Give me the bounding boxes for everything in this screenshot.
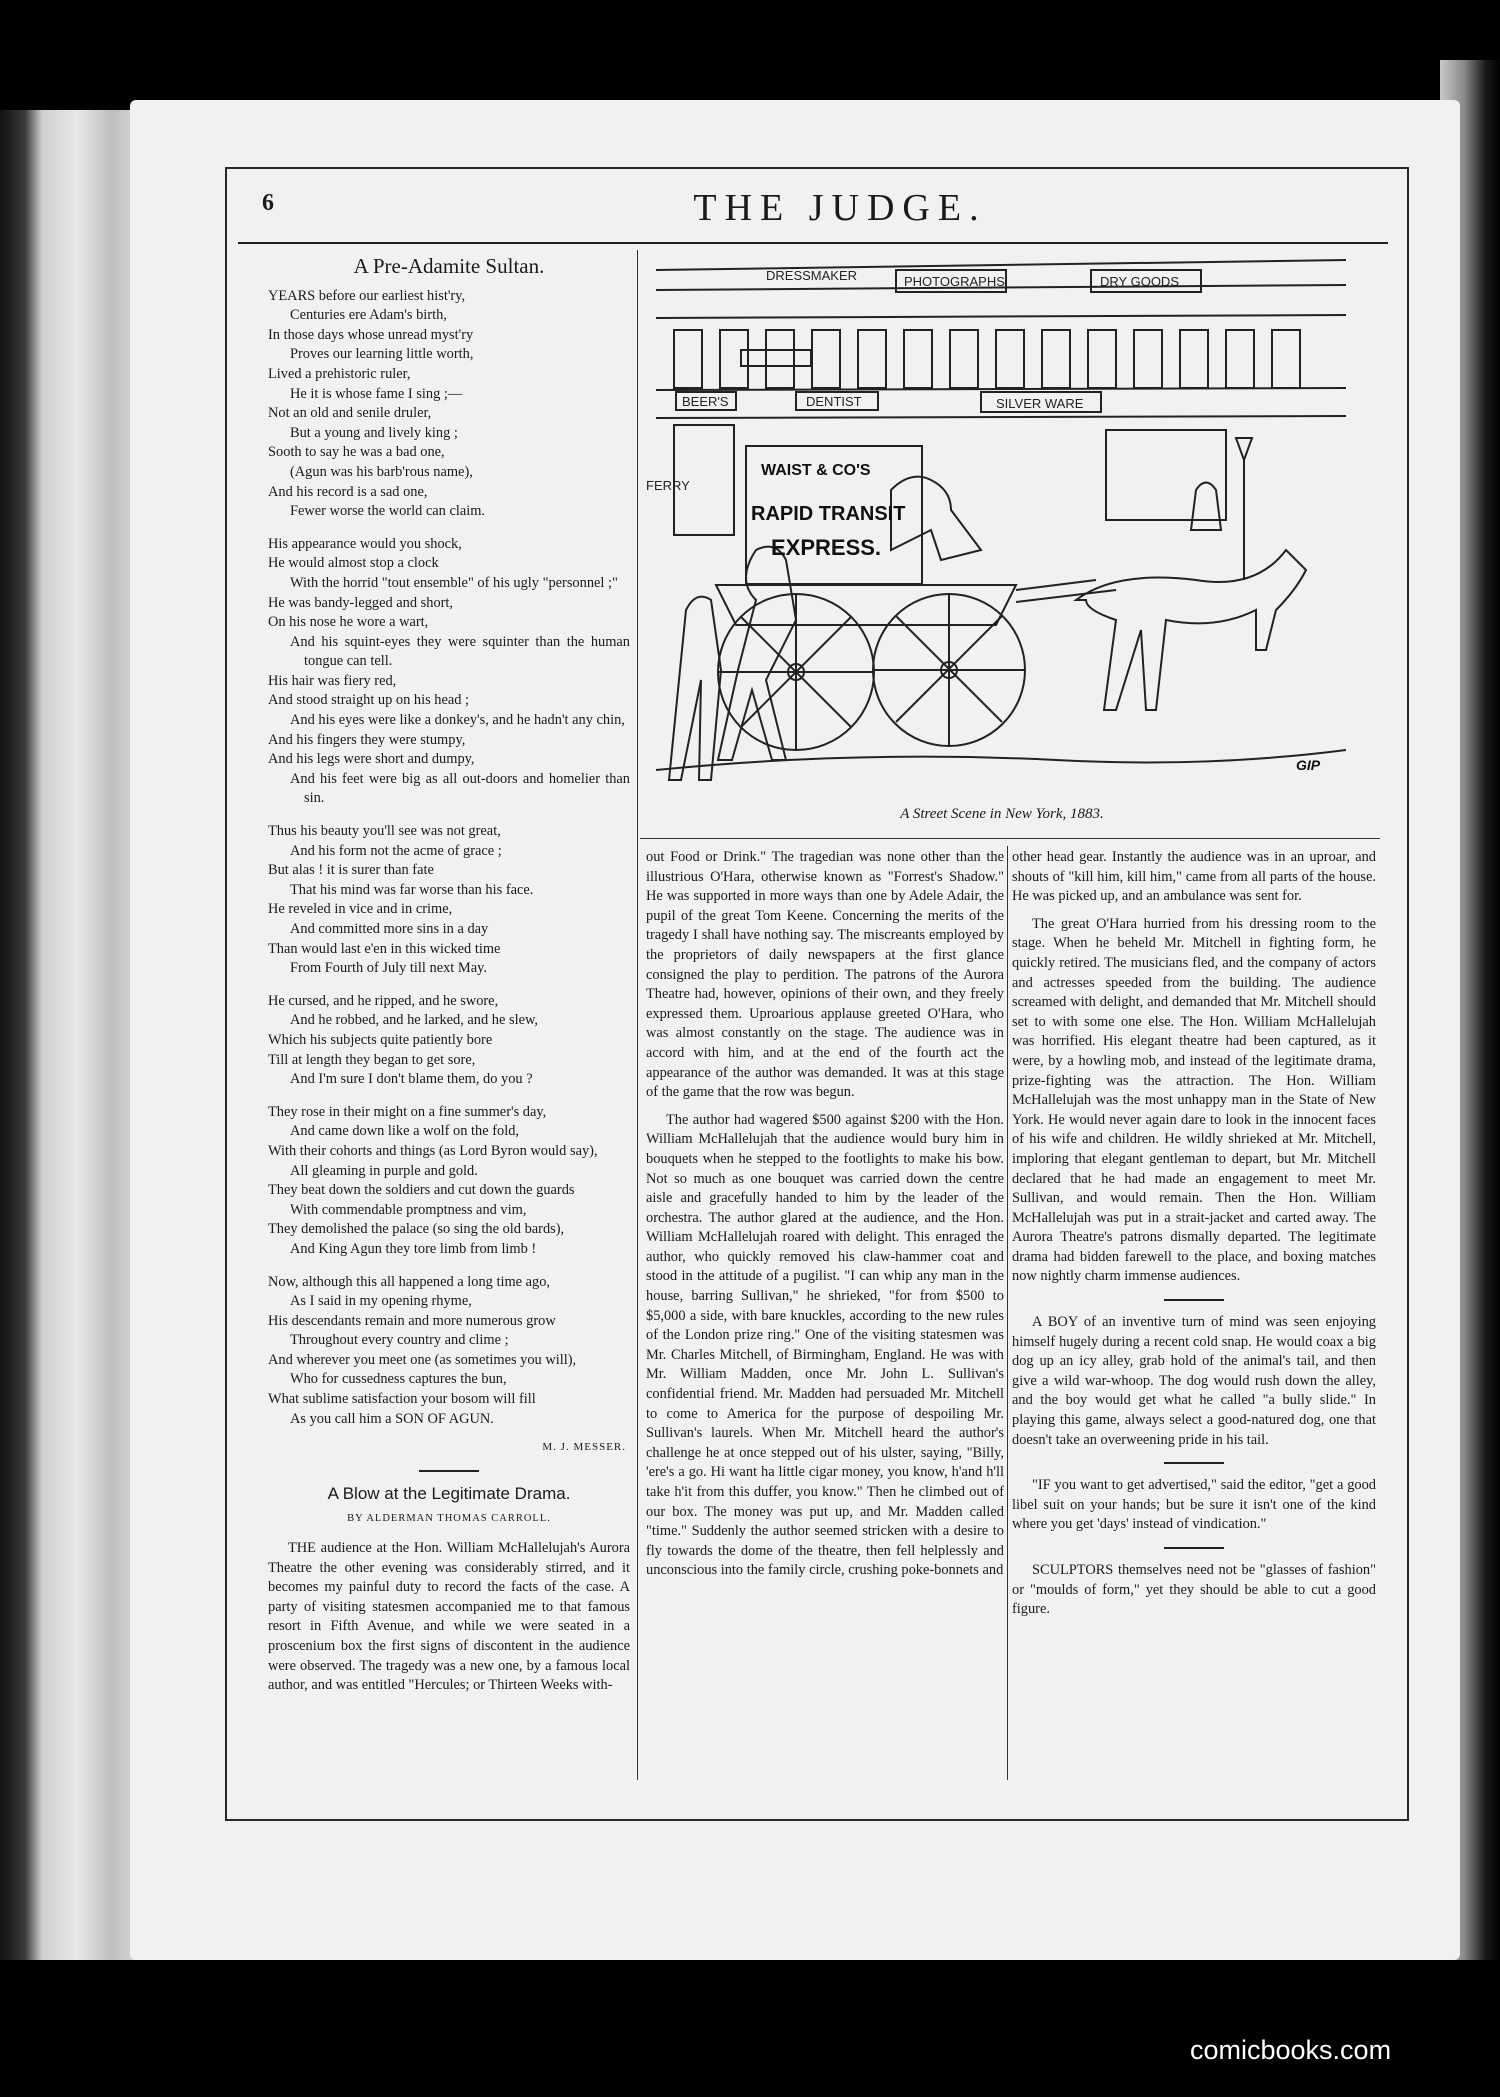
poem-line: They rose in their might on a fine summer's day, bbox=[268, 1103, 547, 1120]
filler-item: A BOY of an inventive turn of mind was seen enjoying himself hugely during a recent cold snap. He would coax a big dog up an icy alley, grab hold of the animal's tail, and then give a wild war-whoop. The dog would rush down the alley, and the boy would get what he called "a bully slide." In playing this game, always select a good-natured dog, one that doesn't take an overweening pride in his tail. bbox=[1012, 1314, 1376, 1448]
poem-line: And his eyes were like a donkey's, and he hadn't any chin, bbox=[290, 712, 625, 729]
sign-dentist: DENTIST bbox=[806, 394, 862, 409]
poem-line: As I said in my opening rhyme, bbox=[290, 1293, 472, 1310]
poem-line: With commendable promptness and vim, bbox=[290, 1201, 527, 1218]
poem-line: And his record is a sad one, bbox=[268, 483, 428, 500]
poem-line: But a young and lively king ; bbox=[290, 424, 458, 441]
article-paragraph: The author had wagered $500 against $200 with the Hon. William McHallelujah that the audience would bury him in bouquets when he stepped to the footlights to make his bow. Not so much as one bouquet was carried down the centre aisle and gracefully handed to him by the leader of the orchestra. The author glared at the audience, and the Hon. William McHallelujah roared with delight. This enraged the author, who quickly removed his claw-hammer coat and stood in the attitude of a pugilist. "I can whip any man in the house, barring Sullivan," he shrieked, "for from $500 to $5,000 a side, with bare knuckles, according to the new rules of the London prize ring." One of the visiting statesmen was Mr. Charles Mitchell, of Birmingham, England. He was with Mr. William Madden, once Mr. John L. Sullivan's confidential friend. Mr. Madden had persuaded Mr. Mitchell to come to America for the purpose of despoiling Mr. Sullivan's laurels. When Mr. Mitchell heard the author's challenge he at once stepped out of his ulster, saying, "Billy, 'ere's a go. Hi want ha little cigar money, you know, h'and h'll take h'it from this duffer, you know." Then he climbed out of our box. The money was put up, and Mr. Madden called "time." Suddenly the author seemed stricken with a desire to fly towards the dome of the theatre, then fell helplessly and unconscious into the family circle, crushing poke-bonnets and bbox=[646, 1111, 1004, 1579]
filler-item: "IF you want to get advertised," said the editor, "get a good libel suit on your hands; but be sure it isn't one of the kind where you get 'days' instead of vindication." bbox=[1012, 1477, 1376, 1533]
article-paragraph: The great O'Hara hurried from his dressing room to the stage. When he beheld Mr. Mitchell in fighting form, he quickly retired. The musicians fled, and the company of actors and actresses speeded from the building. The audience screamed with delight, and demanded that Mr. Mitchell should set to with some one else. The Hon. William McHallelujah was horrified. His elegant theatre had been captured, as it were, by a howling mob, and instead of the legitimate drama, prize-fighting was the attraction. The Hon. William McHallelujah was the most unhappy man in the State of New York. He would never again dare to look in the innocent faces of his wife and children. He wildly shrieked at Mr. Mitchell, imploring that elegant gentleman to depart, but Mr. Mitchell declared that he had made an engagement to meet Mr. Sullivan, and would remain. Then the Hon. William McHallelujah was put in a strait-jacket and carted away. The Aurora Theatre's patrons dismally departed. The legitimate drama had bidden farewell to the place, and boxing matches now nightly charm immense audiences. bbox=[1012, 915, 1376, 1285]
poem-line: That his mind was far worse than his face. bbox=[290, 881, 534, 898]
artist-mark: GIP bbox=[1296, 757, 1321, 773]
poem-stanza bbox=[268, 1103, 630, 1260]
poem-line: Throughout every country and clime ; bbox=[290, 1332, 509, 1349]
poem-line: He it is whose fame I sing ;— bbox=[290, 385, 463, 402]
poem-line: Thus his beauty you'll see was not great, bbox=[268, 823, 501, 840]
poem-line: What sublime satisfaction your bosom will fill bbox=[268, 1391, 536, 1408]
article-paragraph: out Food or Drink." The tragedian was none other than the illustrious O'Hara, otherwise known as "Forrest's Shadow." He was supported in more ways than one by Adele Adair, the pupil of the great Tom Keene. Concerning the merits of the tragedy I shall have nothing say. The miscreants employed by the proprietors of daily newspapers at the first glance consigned the play to perdition. The patrons of the Aurora Theatre had, however, opinions of their own, and they freely expressed them. Uproarious applause greeted O'Hara, who was almost constantly on the stage. The audience was in accord with him, and at the end of the fourth act the appearance of the author was demanded. It was at this stage of the game that the row was begun. bbox=[646, 849, 1004, 1101]
article-intro: THE audience at the Hon. William McHallelujah's Aurora Theatre the other evening was considerably stirred, and it becomes my painful duty to record the facts of the case. A party of visiting statesmen accompanied me to that famous resort in Fifth Avenue, and while we were seated in a proscenium box the first signs of discontent in the audience were observed. The tragedy was a new one, by a famous local author, and was entitled "Hercules; or Thirteen Weeks with- bbox=[268, 1540, 630, 1694]
poem-line: His descendants remain and more numerous grow bbox=[268, 1312, 556, 1329]
poem-line: Who for cussedness captures the bun, bbox=[290, 1371, 507, 1388]
column-divider-1 bbox=[637, 250, 638, 1780]
page-number: 6 bbox=[262, 190, 274, 216]
poem-line: (Agun was his barb'rous name), bbox=[290, 463, 473, 480]
poem-line: As you call him a SON OF AGUN. bbox=[290, 1410, 494, 1427]
column-right bbox=[1012, 848, 1376, 1628]
poem-line: And stood straight up on his head ; bbox=[268, 692, 470, 709]
poem-line: Than would last e'en in this wicked time bbox=[268, 940, 501, 957]
poem-line: And I'm sure I don't blame them, do you ? bbox=[290, 1071, 533, 1088]
poem-line: His appearance would you shock, bbox=[268, 535, 462, 552]
wagon-line-2: RAPID TRANSIT bbox=[751, 503, 906, 525]
section-separator bbox=[419, 1470, 479, 1472]
poem-line: Not an old and senile druler, bbox=[268, 405, 432, 422]
article-title: A Blow at the Legitimate Drama. bbox=[327, 1483, 571, 1503]
poem-line: He was bandy-legged and short, bbox=[268, 594, 454, 611]
poem-line: Which his subjects quite patiently bore bbox=[268, 1031, 493, 1048]
poem-stanza bbox=[268, 535, 630, 809]
poem-line: And wherever you meet one (as sometimes you will), bbox=[268, 1351, 577, 1368]
street-scene-illustration bbox=[646, 250, 1358, 803]
column-middle bbox=[646, 848, 1004, 1589]
poem-line: And his squint-eyes they were squinter than the human tongue can tell. bbox=[290, 633, 630, 670]
poem-body bbox=[268, 287, 630, 1430]
poem-line: Now, although this all happened a long time ago, bbox=[268, 1273, 551, 1290]
illustration-caption: A Street Scene in New York, 1883. bbox=[900, 806, 1104, 822]
sign-dressmaker: DRESSMAKER bbox=[766, 268, 858, 283]
wagon-line-1: WAIST & CO'S bbox=[761, 462, 871, 479]
poem-line: On his nose he wore a wart, bbox=[268, 614, 429, 631]
poem-stanza bbox=[268, 1273, 630, 1430]
poem-signature: M. J. MESSER. bbox=[542, 1441, 626, 1454]
column-left bbox=[268, 255, 630, 1704]
poem-line: Sooth to say he was a bad one, bbox=[268, 444, 445, 461]
poem-line: Lived a prehistoric ruler, bbox=[268, 365, 411, 382]
sign-photographs: PHOTOGRAPHS bbox=[904, 274, 1005, 289]
poem-line: Proves our learning little worth, bbox=[290, 346, 474, 363]
poem-line: And his legs were short and dumpy, bbox=[268, 751, 475, 768]
illustration-rule bbox=[640, 838, 1380, 839]
poem-title: A Pre-Adamite Sultan. bbox=[353, 254, 545, 278]
book-binding bbox=[0, 110, 140, 1960]
poem-line: From Fourth of July till next May. bbox=[290, 960, 487, 977]
section-separator bbox=[1164, 1462, 1224, 1464]
sign-silver-ware: SILVER WARE bbox=[996, 396, 1084, 411]
masthead-rule bbox=[238, 242, 1388, 244]
poem-line: They beat down the soldiers and cut down the guards bbox=[268, 1182, 575, 1199]
poem-line: YEARS before our earliest hist'ry, bbox=[268, 287, 466, 304]
poem-line: He reveled in vice and in crime, bbox=[268, 901, 453, 918]
sign-beers: BEER'S bbox=[682, 394, 729, 409]
wagon-line-3: EXPRESS. bbox=[771, 535, 882, 560]
poem-line: And he robbed, and he larked, and he slew, bbox=[290, 1012, 539, 1029]
filler-item: SCULPTORS themselves need not be "glasses of fashion" or "moulds of form," yet they should be able to cut a good figure. bbox=[1012, 1562, 1376, 1618]
article-paragraph: other head gear. Instantly the audience was in an uproar, and shouts of "kill him, kill him," came from all parts of the house. He was picked up, and an ambulance was sent for. bbox=[1012, 849, 1376, 905]
poem-line: And his form not the acme of grace ; bbox=[290, 842, 502, 859]
watermark: comicbooks.com bbox=[1190, 2035, 1392, 2065]
sign-dry-goods: DRY GOODS bbox=[1100, 274, 1179, 289]
poem-line: They demolished the palace (so sing the old bards), bbox=[268, 1221, 565, 1238]
masthead: THE JUDGE. bbox=[693, 187, 987, 229]
poem-line: In those days whose unread myst'ry bbox=[268, 326, 474, 343]
section-separator bbox=[1164, 1299, 1224, 1301]
poem-line: All gleaming in purple and gold. bbox=[290, 1162, 478, 1179]
poem-line: And committed more sins in a day bbox=[290, 921, 489, 937]
poem-stanza bbox=[268, 822, 630, 979]
sign-ferry: FERRY bbox=[646, 478, 690, 493]
poem-stanza bbox=[268, 992, 630, 1090]
section-separator bbox=[1164, 1547, 1224, 1549]
poem-line: And his feet were big as all out-doors and homelier than sin. bbox=[290, 770, 630, 807]
poem-line: And King Agun they tore limb from limb ! bbox=[290, 1240, 537, 1257]
poem-line: Till at length they began to get sore, bbox=[268, 1051, 476, 1068]
poem-line: Centuries ere Adam's birth, bbox=[290, 307, 447, 324]
article-byline: BY ALDERMAN THOMAS CARROLL. bbox=[347, 1513, 551, 1525]
poem-line: Fewer worse the world can claim. bbox=[290, 503, 486, 520]
poem-line: And came down like a wolf on the fold, bbox=[290, 1123, 519, 1140]
poem-line: But alas ! it is surer than fate bbox=[268, 862, 434, 879]
poem-line: His hair was fiery red, bbox=[268, 672, 397, 689]
poem-line: And his fingers they were stumpy, bbox=[268, 731, 466, 748]
poem-line: He would almost stop a clock bbox=[268, 555, 439, 572]
column-divider-2 bbox=[1007, 846, 1008, 1780]
poem-line: With their cohorts and things (as Lord Byron would say), bbox=[268, 1142, 598, 1159]
poem-line: With the horrid "tout ensemble" of his ugly "personnel ;" bbox=[290, 574, 618, 591]
poem-line: He cursed, and he ripped, and he swore, bbox=[268, 992, 499, 1009]
poem-stanza bbox=[268, 287, 630, 522]
